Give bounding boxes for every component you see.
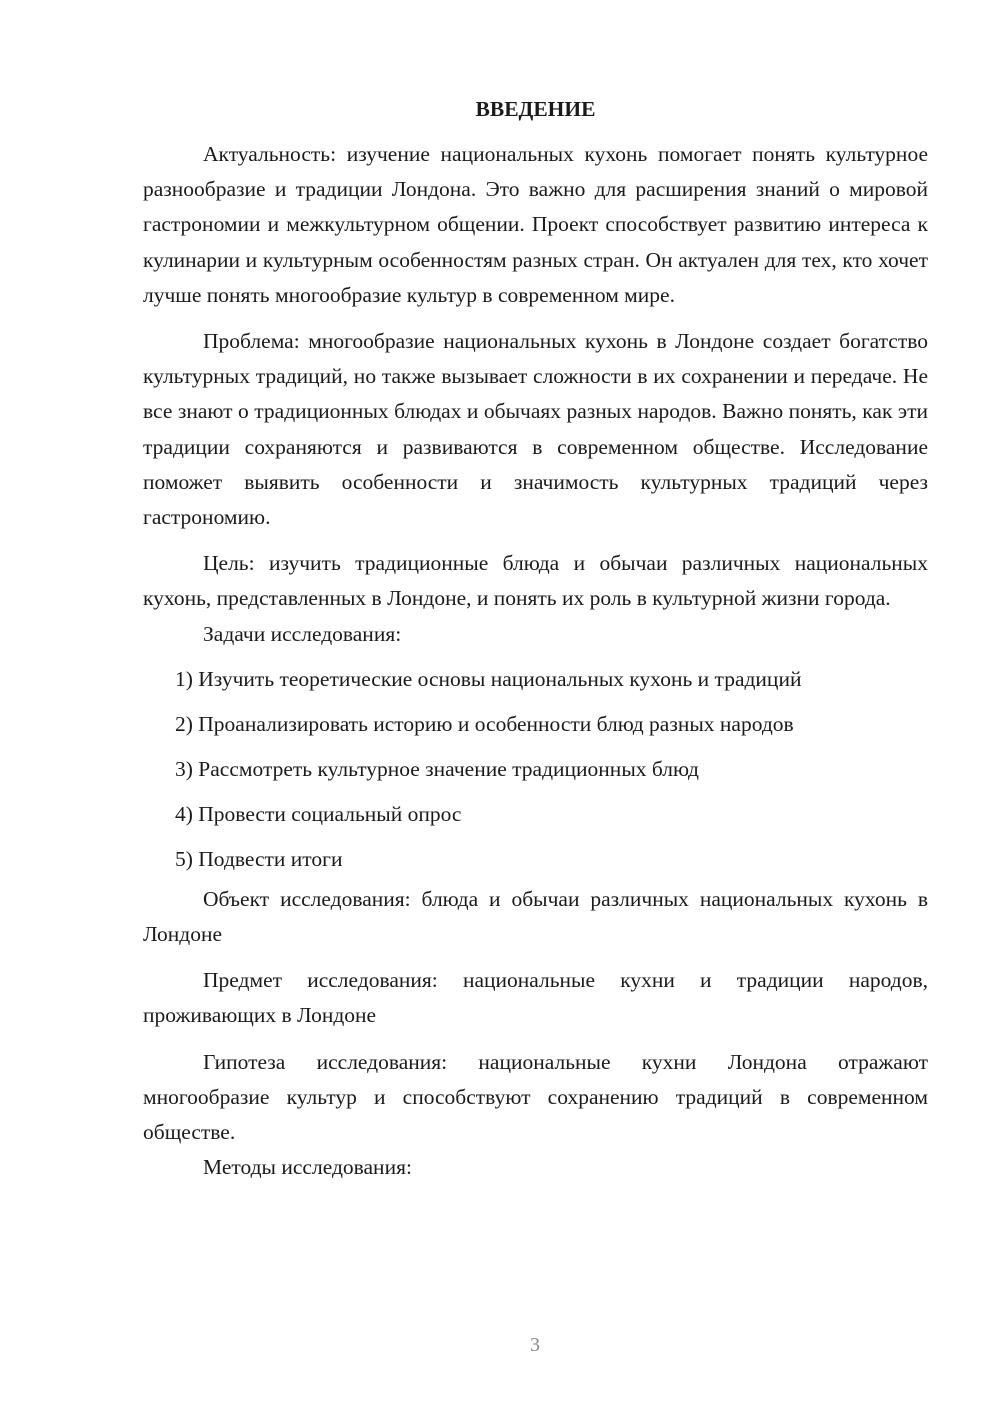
object-paragraph: Объект исследования: блюда и обычаи различных национальных кухонь в Лондоне xyxy=(143,886,928,947)
list-item: 4) Провести социальный опрос xyxy=(175,801,462,826)
document-page xyxy=(143,92,928,1185)
list-item: 3) Рассмотреть культурное значение традиционных блюд xyxy=(175,756,699,781)
tasks-heading: Задачи исследования: xyxy=(203,621,402,646)
relevance-paragraph: Актуальность: изучение национальных кухонь помогает понять культурное разнообразие и традиции Лондона. Это важно для расширения знаний о мировой гастрономии и межкультурном общении. Проект способствует развитию интереса к кулинарии и культурным особенностям разных стран. Он актуален для тех, кто хочет лучше понять многообразие культур в современном мире. xyxy=(143,142,928,307)
page-number: 3 xyxy=(530,1334,540,1356)
list-item: 5) Подвести итоги xyxy=(175,846,343,871)
goal-paragraph: Цель: изучить традиционные блюда и обычаи различных национальных кухонь, представленных в Лондоне, и понять их роль в культурной жизни города. xyxy=(143,551,928,611)
list-item: 1) Изучить теоретические основы национальных кухонь и традиций xyxy=(175,666,802,691)
tasks-list xyxy=(143,657,928,882)
subject-paragraph: Предмет исследования: национальные кухни и традиции народов, проживающих в Лондоне xyxy=(143,968,928,1028)
list-item: 2) Проанализировать историю и особенности блюд разных народов xyxy=(175,711,794,736)
page-title: ВВЕДЕНИЕ xyxy=(475,97,596,121)
methods-heading: Методы исследования: xyxy=(203,1155,412,1180)
hypothesis-paragraph: Гипотеза исследования: национальные кухни Лондона отражают многообразие культур и способствуют сохранению традиций в современном обществе. xyxy=(143,1049,928,1145)
problem-paragraph: Проблема: многообразие национальных кухонь в Лондоне создает богатство культурных традиций, но также вызывает сложности в их сохранении и передаче. Не все знают о традиционных блюдах и обычаях разных народов. Важно понять, как эти традиции сохраняются и развиваются в современном обществе. Исследование поможет выявить особенности и значимость культурных традиций через гастрономию. xyxy=(143,329,928,530)
